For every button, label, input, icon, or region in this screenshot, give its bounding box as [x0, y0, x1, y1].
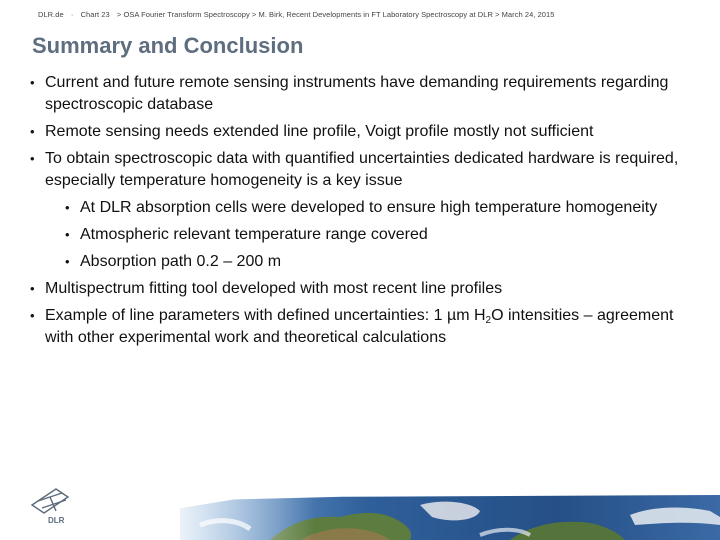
subscript-text: 2 — [485, 315, 492, 326]
bullet-text — [45, 307, 673, 346]
bullet-text: At DLR absorption cells were developed to ensure high temperature homogeneity — [80, 199, 658, 216]
earth-satellite-image — [180, 495, 720, 540]
bullet-marker: • — [65, 254, 70, 269]
dlr-logo-icon — [26, 483, 74, 525]
sub-bullet-item — [28, 251, 688, 273]
header-separator: · — [70, 10, 74, 19]
bullet-text-part: O intensities – agreement with other experimental work and theoretical calculations — [45, 307, 674, 346]
bullet-item — [28, 72, 688, 116]
bullet-text: Atmospheric relevant temperature range covered — [80, 226, 428, 243]
bullet-text: To obtain spectroscopic data with quantified uncertainties dedicated hardware is required, especially temperature homogeneity is a key issue — [45, 150, 679, 189]
bullet-text: Multispectrum fitting tool developed with most recent line profiles — [45, 280, 503, 297]
bullet-marker: • — [65, 227, 70, 242]
bullet-text: Current and future remote sensing instruments have demanding requirements regarding spectroscopic database — [45, 74, 669, 113]
bullet-marker: • — [30, 75, 35, 90]
bullet-marker: • — [30, 308, 35, 323]
earth-image-band — [180, 495, 720, 540]
bullet-marker: • — [30, 281, 35, 296]
bullet-text: Remote sensing needs extended line profile, Voigt profile mostly not sufficient — [45, 123, 594, 140]
page-title: Summary and Conclusion — [32, 33, 304, 58]
bullet-item — [28, 278, 688, 300]
header-breadcrumb: > OSA Fourier Transform Spectroscopy > M. Birk, Recent Developments in FT Laboratory Spectroscopy at DLR > March 24, 2015 — [116, 10, 555, 19]
dlr-logo — [26, 483, 74, 525]
bullet-list — [28, 72, 688, 354]
logo-text: DLR — [48, 516, 65, 525]
bullet-item — [28, 148, 688, 192]
bullet-item — [28, 121, 688, 143]
bullet-text-part: Example of line parameters with defined uncertainties: 1 µm H — [45, 307, 486, 324]
sub-bullet-item — [28, 197, 688, 219]
slide-header — [38, 10, 710, 19]
header-site: DLR.de — [38, 10, 64, 19]
sub-bullet-item — [28, 224, 688, 246]
bullet-marker: • — [30, 151, 35, 166]
bullet-item — [28, 305, 688, 349]
bullet-marker: • — [65, 200, 70, 215]
bullet-marker: • — [30, 124, 35, 139]
bullet-text: Absorption path 0.2 – 200 m — [80, 253, 282, 270]
header-chart-number: Chart 23 — [80, 10, 110, 19]
